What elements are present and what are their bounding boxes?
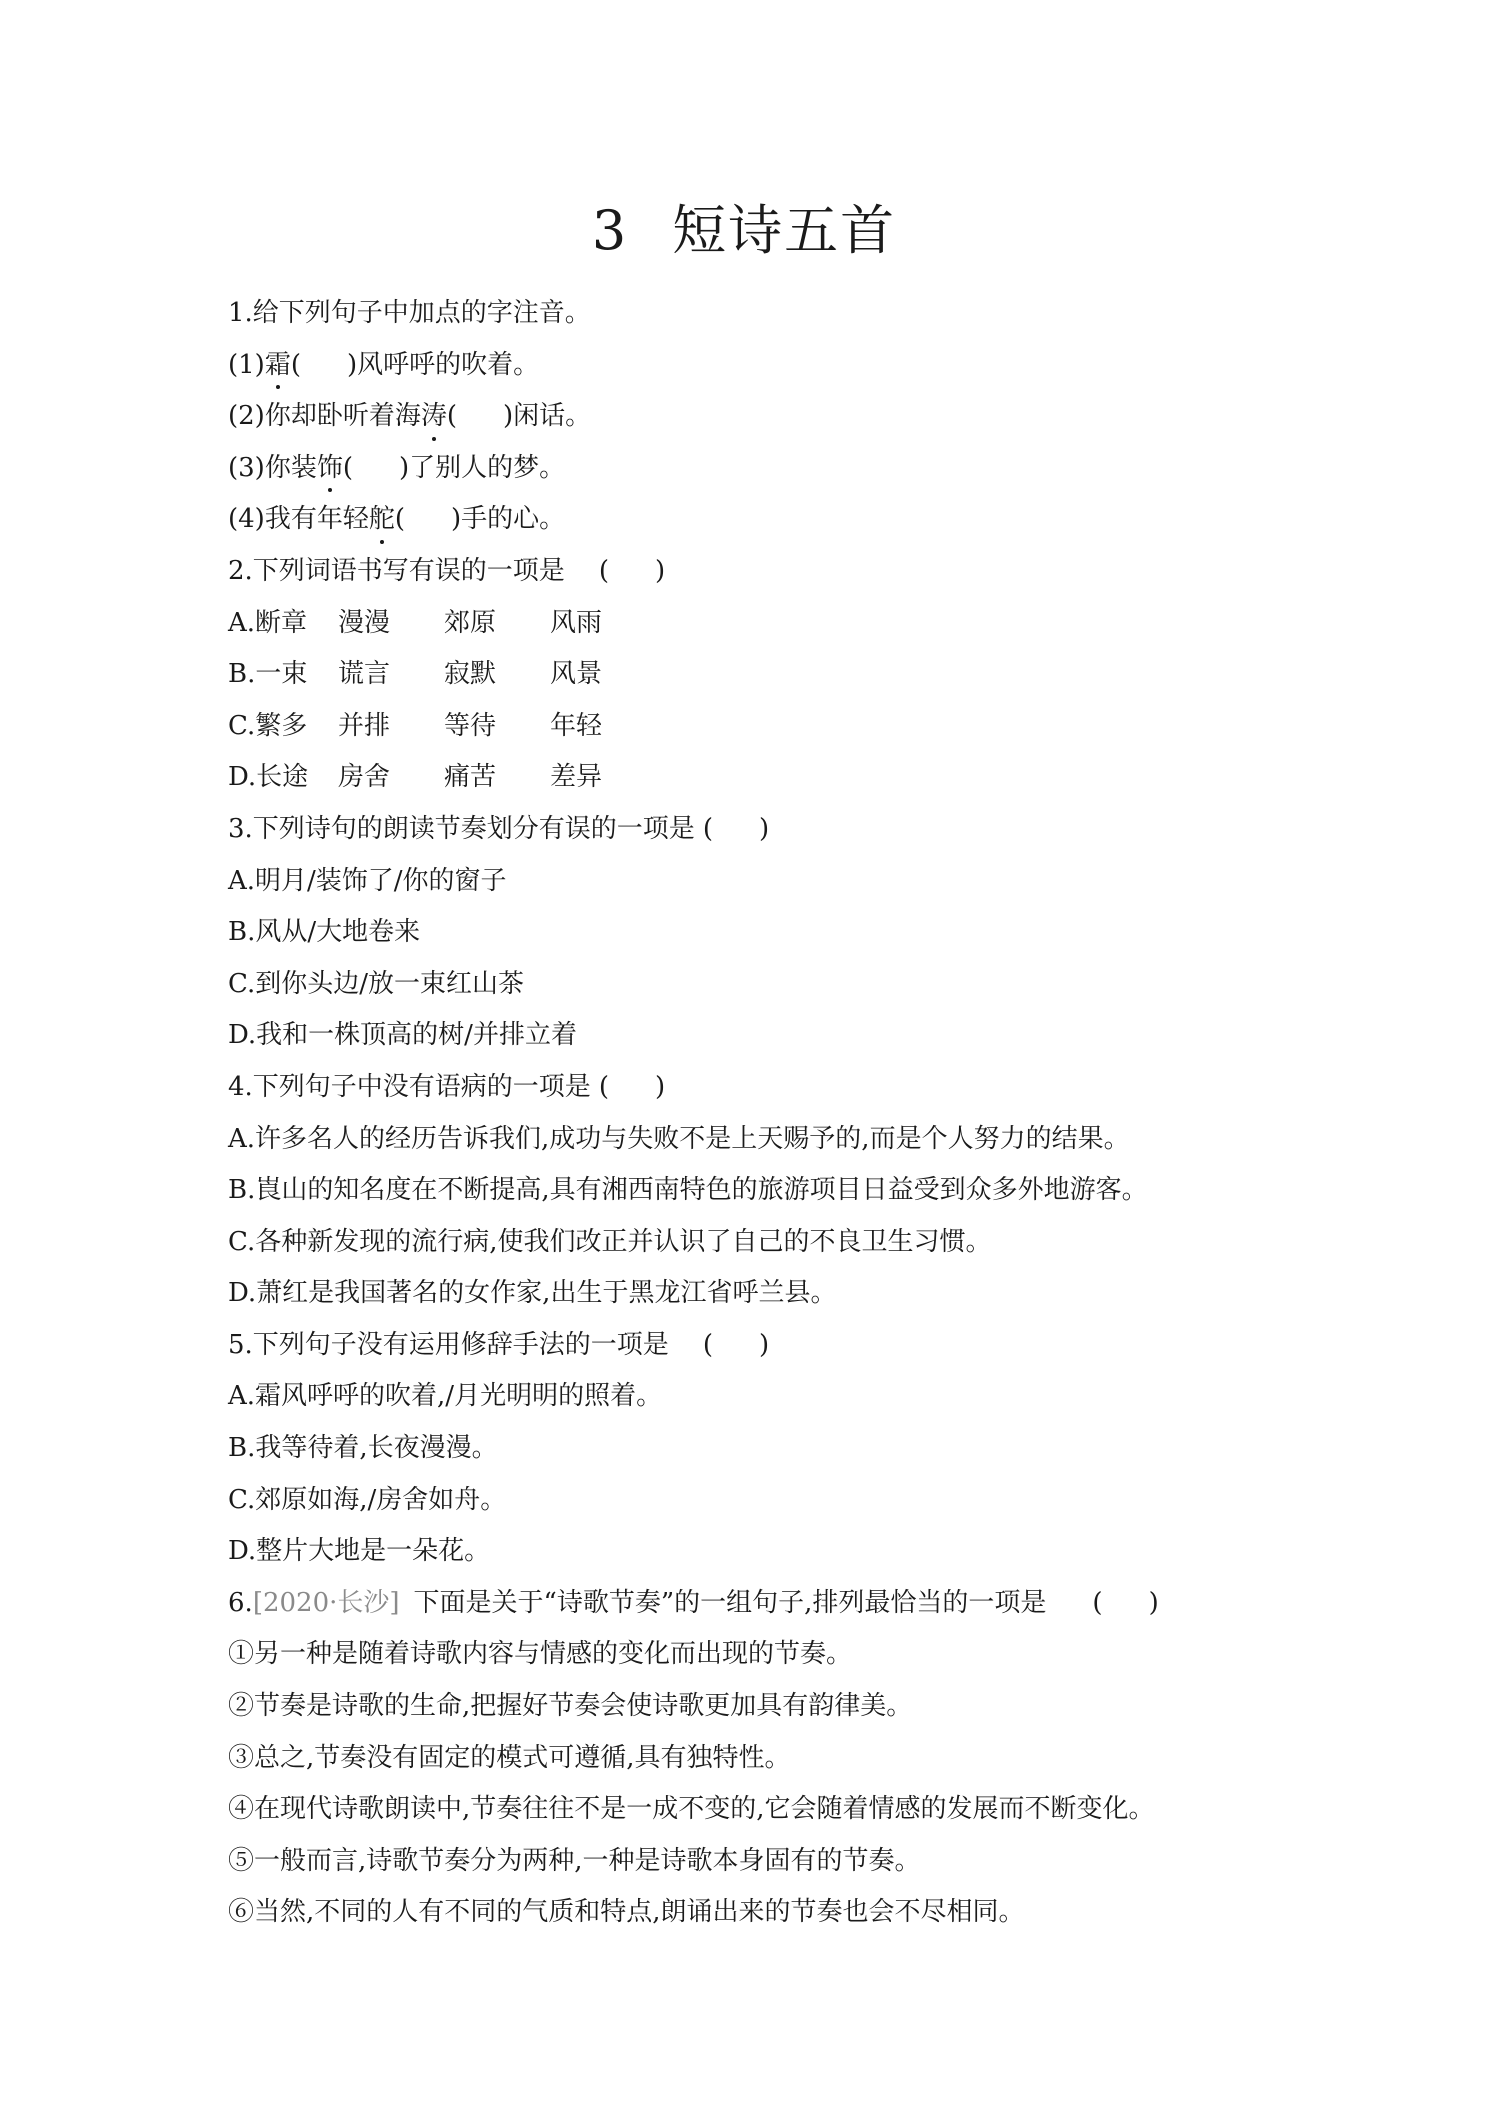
- q4-option: A.许多名人的经历告诉我们,成功与失败不是上天赐予的,而是个人努力的结果。: [228, 1123, 1130, 1154]
- lesson-number: 3: [591, 199, 629, 262]
- page-title: [0, 188, 1488, 265]
- q2-option: A.断章 漫漫 郊原 风雨: [228, 607, 603, 638]
- q6-sentence: ①另一种是随着诗歌内容与情感的变化而出现的节奏。: [228, 1639, 853, 1670]
- q3-option: C.到你头边/放一束红山茶: [228, 968, 524, 999]
- q5-option: A.霜风呼呼的吹着,/月光明明的照着。: [228, 1381, 663, 1412]
- q6-sentence: ⑥当然,不同的人有不同的气质和特点,朗诵出来的节奏也会不尽相同。: [228, 1897, 1025, 1928]
- source-tag: [2020·长沙]: [252, 1587, 400, 1618]
- q3-stem: 3.下列诗句的朗读节奏划分有误的一项是 ( ): [228, 813, 770, 844]
- q1-item: (4)我有年轻舵( )手的心。: [228, 494, 1288, 546]
- q1-item: (3)你装饰( )了别人的梦。: [228, 443, 1288, 495]
- q4-option: D.萧红是我国著名的女作家,出生于黑龙江省呼兰县。: [228, 1278, 837, 1309]
- q6-sentence: ②节奏是诗歌的生命,把握好节奏会使诗歌更加具有韵律美。: [228, 1691, 913, 1722]
- q6-sentence: ③总之,节奏没有固定的模式可遵循,具有独特性。: [228, 1742, 791, 1773]
- dotted-char: 涛: [421, 391, 447, 443]
- lesson-title: 短诗五首: [672, 199, 897, 262]
- q2-option: C.繁多 并排 等待 年轻: [228, 710, 603, 741]
- q2-option: D.长途 房舍 痛苦 差异: [228, 762, 603, 793]
- q6-sentence: ⑤一般而言,诗歌节奏分为两种,一种是诗歌本身固有的节奏。: [228, 1845, 921, 1876]
- q4-option: B.崀山的知名度在不断提高,具有湘西南特色的旅游项目日益受到众多外地游客。: [228, 1175, 1148, 1206]
- q3-option: A.明月/装饰了/你的窗子: [228, 865, 507, 896]
- dotted-char: 霜: [265, 340, 291, 392]
- dotted-char: 饰: [317, 443, 343, 495]
- q4-option: C.各种新发现的流行病,使我们改正并认识了自己的不良卫生习惯。: [228, 1226, 992, 1257]
- q5-stem: 5.下列句子没有运用修辞手法的一项是 ( ): [228, 1329, 770, 1360]
- q1-item: (2)你却卧听着海涛( )闲话。: [228, 391, 1288, 443]
- exercise-content: [228, 288, 1288, 1939]
- q2-stem: 2.下列词语书写有误的一项是 ( ): [228, 555, 666, 586]
- q1-stem: 1.给下列句子中加点的字注音。: [228, 298, 591, 328]
- q5-option: C.郊原如海,/房舍如舟。: [228, 1484, 507, 1515]
- q5-option: D.整片大地是一朵花。: [228, 1536, 491, 1567]
- q3-option: B.风从/大地卷来: [228, 917, 421, 948]
- q4-stem: 4.下列句子中没有语病的一项是 ( ): [228, 1071, 666, 1102]
- q3-option: D.我和一株顶高的树/并排立着: [228, 1020, 577, 1051]
- q5-option: B.我等待着,长夜漫漫。: [228, 1433, 498, 1464]
- q2-option: B.一束 谎言 寂默 风景: [228, 659, 603, 690]
- dotted-char: 舵: [369, 494, 395, 546]
- q6-stem: 6.[2020·长沙] 下面是关于“诗歌节奏”的一组句子,排列最恰当的一项是 ( ): [228, 1587, 1159, 1618]
- q1-item: (1)霜( )风呼呼的吹着。: [228, 340, 1288, 392]
- q6-sentence: ④在现代诗歌朗读中,节奏往往不是一成不变的,它会随着情感的发展而不断变化。: [228, 1794, 1155, 1825]
